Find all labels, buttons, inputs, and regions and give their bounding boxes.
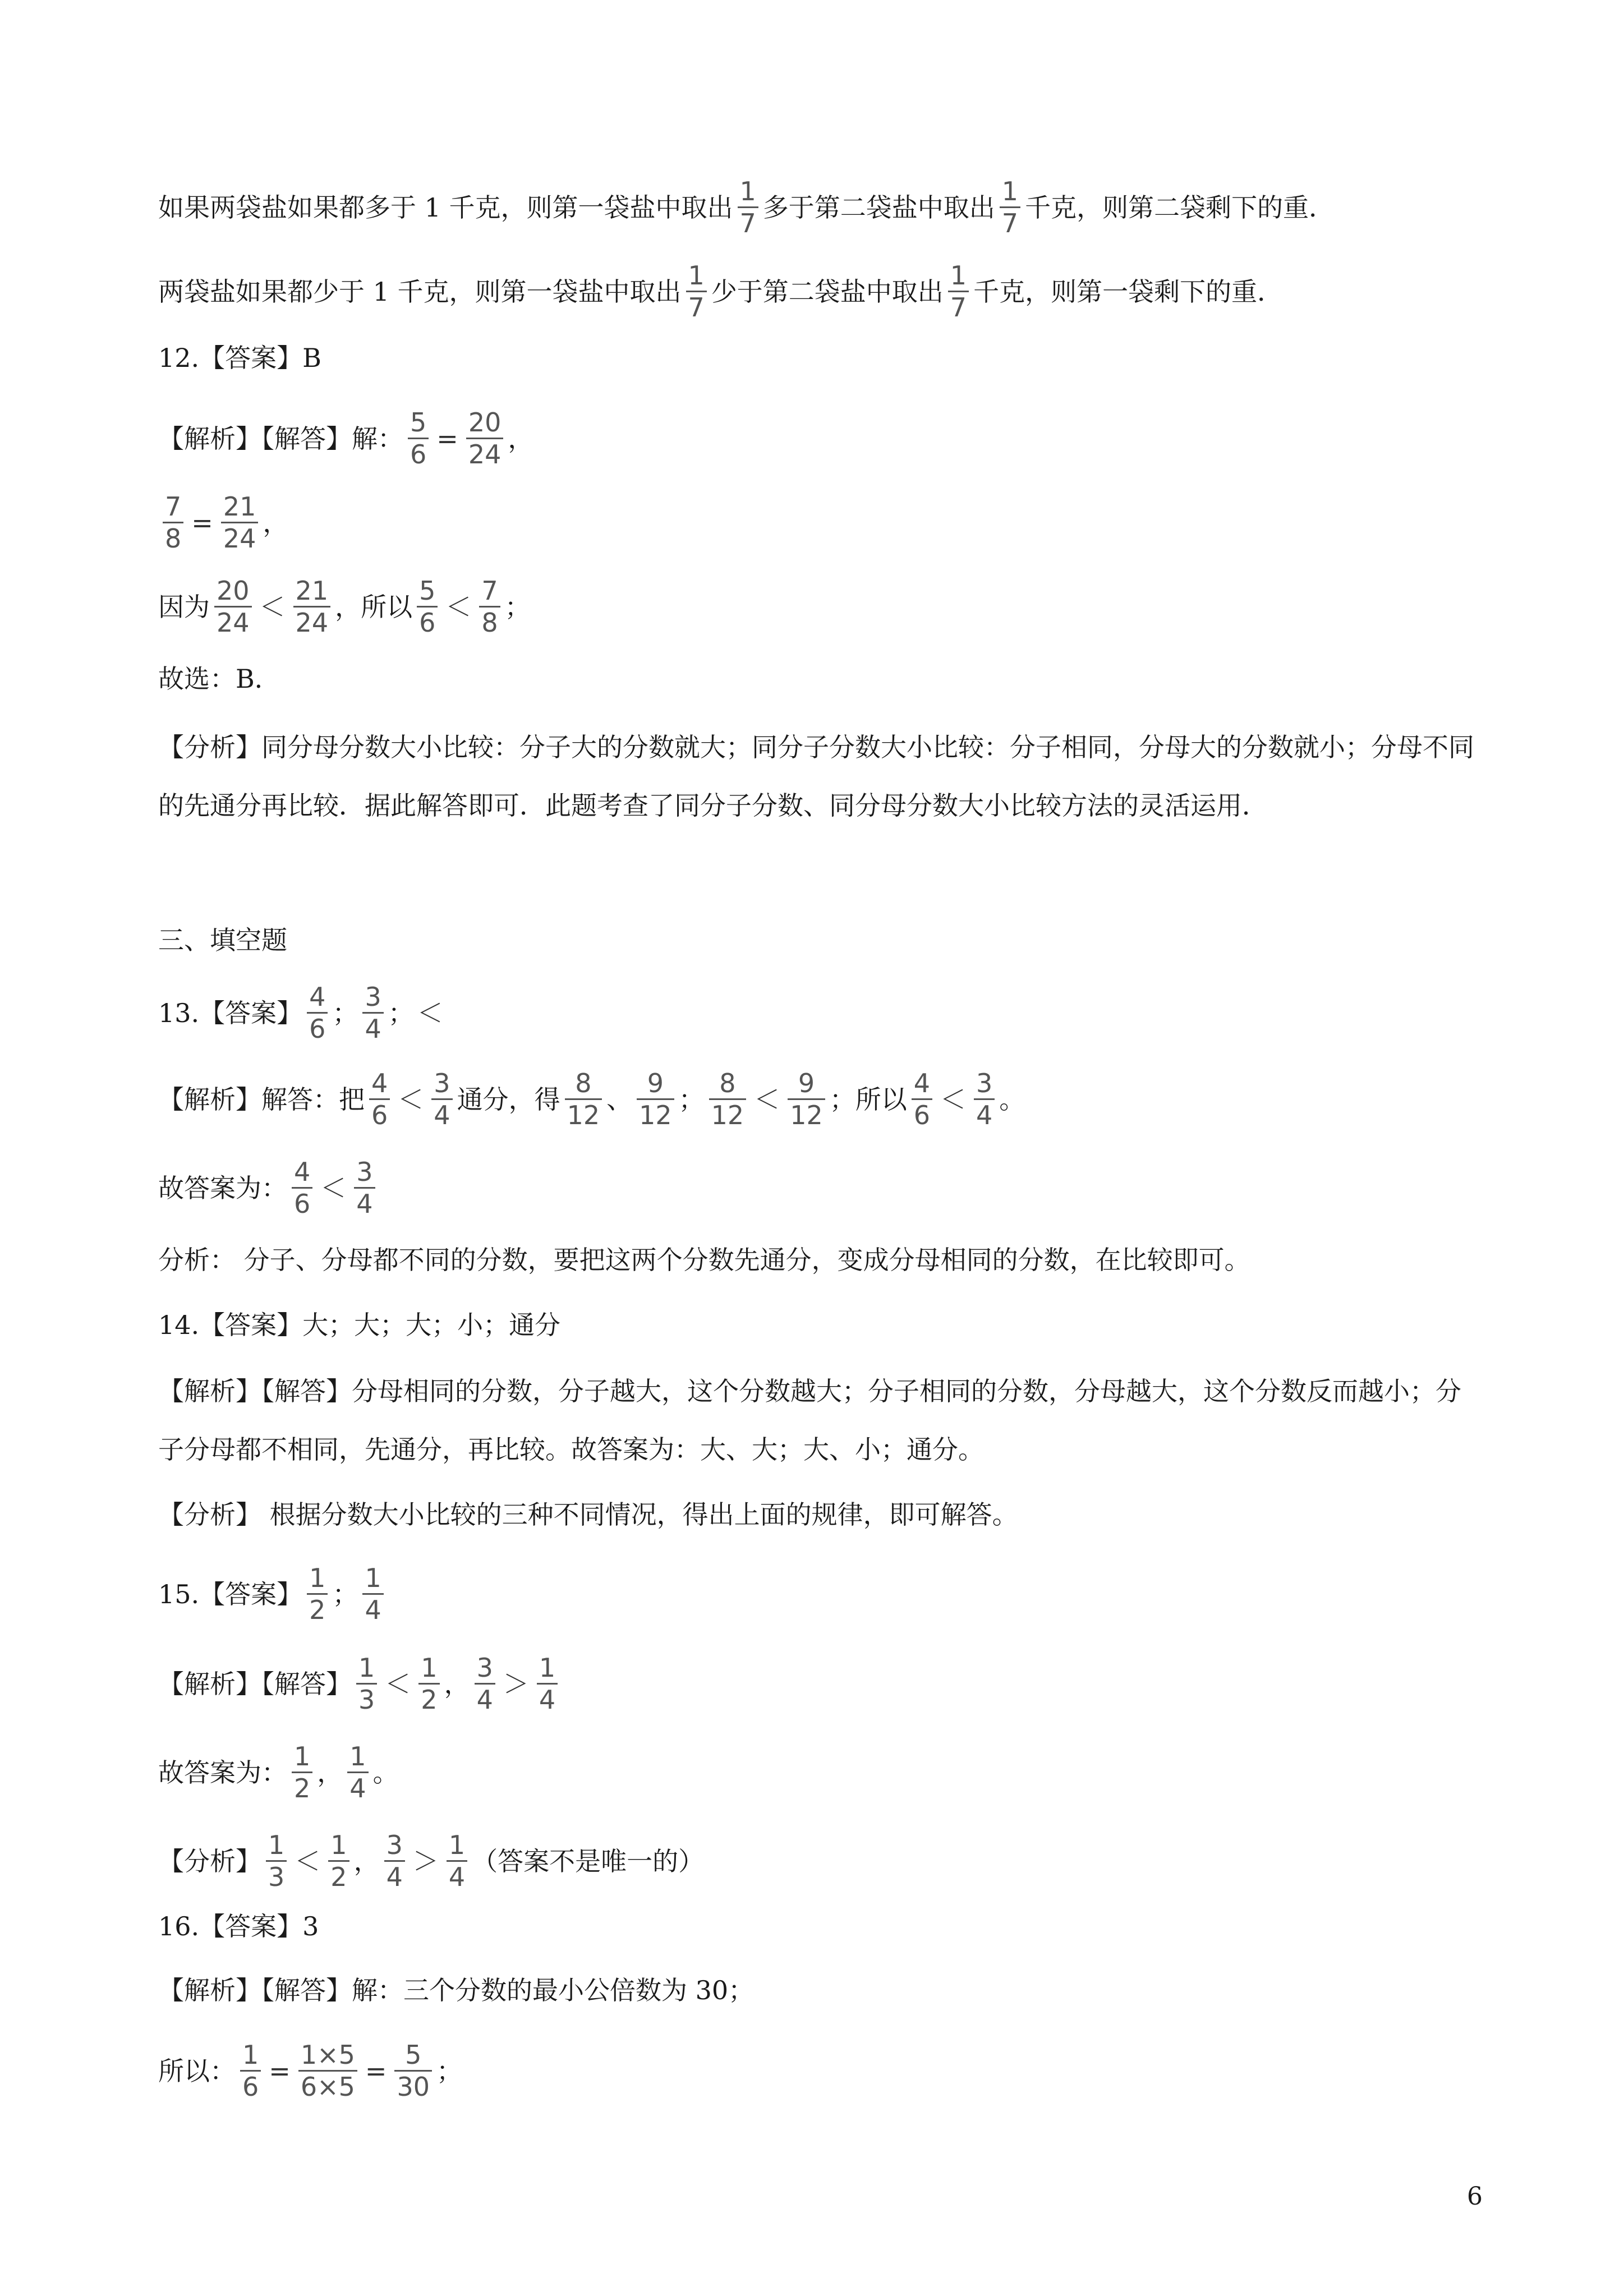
fraction: $\frac{8}{12}$ <box>565 1070 602 1128</box>
fraction: $\frac{4}{6}$ <box>292 1159 312 1217</box>
fraction: $\frac{1}{2}$ <box>418 1655 439 1713</box>
fraction: $\frac{5}{30}$ <box>394 2042 432 2100</box>
q12-analysis: 【分析】同分母分数大小比较：分子大的分数就大；同分子分数大小比较：分子相同，分母大的分数就小；分母不同的先通分再比较．据此解答即可．此题考查了同分子分数、同分母分数大小比较方法的灵活运用． <box>158 732 1474 821</box>
fraction: $\frac{1}{4}$ <box>447 1832 467 1890</box>
fraction: $\frac{1}{3}$ <box>266 1832 287 1890</box>
fraction: $\frac{9}{12}$ <box>637 1070 674 1128</box>
fraction: $\frac{9}{12}$ <box>788 1070 825 1128</box>
fraction: $\frac{1}{2}$ <box>307 1565 328 1623</box>
q12-choose: 故选：B． <box>158 664 280 694</box>
fraction: $\frac{1\times 5}{6\times 5}$ <box>298 2042 357 2100</box>
fraction: $\frac{21}{24}$ <box>293 578 331 636</box>
fraction: $\frac{20}{24}$ <box>466 409 504 467</box>
text: 如果两袋盐如果都多于 1 千克，则第一袋盐中取出 <box>158 192 733 223</box>
fraction: $\frac{1}{2}$ <box>328 1832 349 1890</box>
fraction: $\frac{1}{7}$ <box>1000 178 1020 236</box>
q16-explanation: 【解析】【解答】解：三个分数的最小公倍数为 30； <box>158 1975 755 2005</box>
q12-line: 因为 $\frac{20}{24}$ ＜ $\frac{21}{24}$ ，所以 $\frac{5}{6}$ ＜ $\frac{7}{8}$ ； <box>158 576 531 638</box>
q12-answer: 12.【答案】B <box>158 343 321 373</box>
fraction: $\frac{3}{4}$ <box>354 1159 375 1217</box>
fraction: $\frac{4}{6}$ <box>369 1070 390 1128</box>
q14-analysis: 【分析】 根据分数大小比较的三种不同情况，得出上面的规律，即可解答。 <box>158 1499 1018 1530</box>
fraction: $\frac{20}{24}$ <box>214 578 252 636</box>
fraction: $\frac{3}{4}$ <box>362 984 383 1042</box>
text: 千克，则第一袋剩下的重． <box>973 276 1283 307</box>
fraction: $\frac{3}{4}$ <box>384 1832 405 1890</box>
text: 多于第二袋盐中取出 <box>762 192 995 223</box>
fraction: $\frac{1}{4}$ <box>537 1655 558 1713</box>
fraction: $\frac{1}{4}$ <box>347 1743 368 1801</box>
q15-answer: 15.【答案】 $\frac{1}{2}$ ； $\frac{1}{4}$ <box>158 1565 1484 1623</box>
q13-explanation: 【解析】解答：把 $\frac{4}{6}$ ＜ $\frac{3}{4}$ 通分，得 $\frac{8}{12}$ 、 $\frac{9}{12}$ ； $\frac{8}{12}$ ＜ $\frac{9}{12}$ ；所以 $\frac{4}{6}$ ＜ $\frac{3}{4}$ 。 <box>158 1068 1025 1130</box>
q15-answer-is: 故答案为： $\frac{1}{2}$ ， $\frac{1}{4}$ 。 <box>158 1741 399 1803</box>
fraction: $\frac{1}{7}$ <box>948 263 969 320</box>
page-number: 6 <box>1467 2182 1483 2211</box>
fraction: $\frac{3}{4}$ <box>431 1070 452 1128</box>
text: 两袋盐如果都少于 1 千克，则第一袋盐中取出 <box>158 276 682 307</box>
fraction: $\frac{5}{6}$ <box>417 578 438 636</box>
q12-line: $\frac{7}{8}$ = $\frac{21}{24}$ ， <box>158 494 1484 551</box>
fraction: $\frac{1}{7}$ <box>738 178 758 236</box>
q16-answer: 16.【答案】3 <box>158 1911 319 1941</box>
fraction: $\frac{4}{6}$ <box>912 1070 932 1128</box>
text: 少于第二袋盐中取出 <box>711 276 944 307</box>
text-line <box>158 260 1484 323</box>
fraction: $\frac{1}{4}$ <box>362 1565 383 1623</box>
q15-explanation: 【解析】【解答】 $\frac{1}{3}$ ＜ $\frac{1}{2}$ ， $\frac{3}{4}$ ＞ $\frac{1}{4}$ <box>158 1655 1484 1713</box>
text-line <box>158 178 1484 236</box>
q13-answer-is: 故答案为： $\frac{4}{6}$ ＜ $\frac{3}{4}$ <box>158 1159 1484 1217</box>
q13-analysis: 分析： 分子、分母都不同的分数，要把这两个分数先通分，变成分母相同的分数，在比较即可。 <box>158 1245 1250 1275</box>
fraction: $\frac{21}{24}$ <box>221 494 259 551</box>
q16-line: 所以： $\frac{1}{6}$ = $\frac{1\times 5}{6\times 5}$ = $\frac{5}{30}$ ； <box>158 2040 462 2102</box>
fraction: $\frac{1}{2}$ <box>292 1743 312 1801</box>
text: 千克，则第二袋剩下的重． <box>1025 192 1335 223</box>
fraction: $\frac{8}{12}$ <box>709 1070 747 1128</box>
fraction: $\frac{4}{6}$ <box>307 984 328 1042</box>
q12-explanation: 【解析】【解答】解： $\frac{5}{6}$ = $\frac{20}{24}$ ， <box>158 407 534 470</box>
fraction: $\frac{7}{8}$ <box>479 578 500 636</box>
fraction: $\frac{1}{3}$ <box>356 1655 377 1713</box>
q13-answer: 13.【答案】 $\frac{4}{6}$ ； $\frac{3}{4}$ ； ＜ <box>158 982 443 1044</box>
fraction: $\frac{3}{4}$ <box>974 1070 995 1128</box>
fraction: $\frac{1}{7}$ <box>686 263 707 320</box>
q14-answer: 14.【答案】大；大；大；小；通分 <box>158 1310 561 1340</box>
q15-analysis: 【分析】 $\frac{1}{3}$ ＜ $\frac{1}{2}$ ， $\frac{3}{4}$ ＞ $\frac{1}{4}$ （答案不是唯一的） <box>158 1830 705 1892</box>
fraction: $\frac{3}{4}$ <box>475 1655 495 1713</box>
fraction: $\frac{7}{8}$ <box>163 494 183 551</box>
q14-explanation: 【解析】【解答】分母相同的分数，分子越大，这个分数越大；分子相同的分数，分母越大，这个分数反而越小；分子分母都不相同，先通分，再比较。故答案为：大、大；大、小；通分。 <box>158 1376 1461 1465</box>
section-title: 三、填空题 <box>158 925 287 955</box>
fraction: $\frac{1}{6}$ <box>240 2042 261 2100</box>
fraction: $\frac{5}{6}$ <box>408 409 429 467</box>
